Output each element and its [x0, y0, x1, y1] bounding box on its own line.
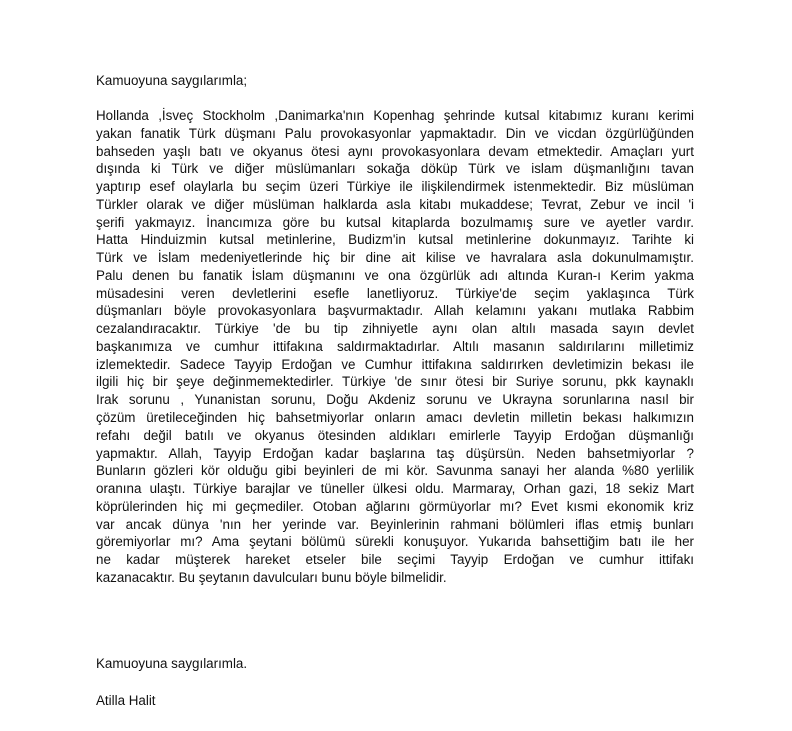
- body-line: bahseden yaşlı batı ve okyanus ötesi aynı provokasyonlara devam etmektedir. Amaçları yurt: [96, 143, 694, 159]
- letter-body: [96, 107, 694, 587]
- body-line: yaptırıp esef olaylarla bu seçim üzeri Türkiye ile ilişkilendirmek istenmektedir. Biz müslüman: [96, 179, 694, 195]
- body-line: müsadesini veren devletlerini esefle lanetliyoruz. Türkiye'de seçim yaklaşınca Türk: [96, 285, 694, 301]
- body-line: ilgili hiç bir şeye değinmemektedirler. Türkiye 'de sınır ötesi bir Suriye sorunu, pkk kaynaklı: [96, 374, 694, 390]
- body-line: köprülerinden hiç mi geçmediler. Otoban ağlarını görmüyorlar mı? Evet kısmi ekonomik kriz: [96, 498, 694, 514]
- closing: Kamuoyuna saygılarımla.: [96, 656, 248, 671]
- body-line: Hollanda ,İsveç Stockholm ,Danimarka'nın Kopenhag şehrinde kutsal kitabımız kuranı kerimi: [96, 108, 694, 123]
- body-line: Irak sorunu , Yunanistan sorunu, Doğu Akdeniz sorunu ve Ukrayna sorunlarına nasıl bir: [96, 392, 694, 408]
- body-line: şerifi yakmayız. İnancımıza göre bu kutsal kitaplarda bozulmamış sure ve ayetler vardır.: [96, 214, 694, 230]
- body-line: Hatta Hinduizmin kutsal metinlerine, Budizm'in kutsal metinlerine dokunmayız. Tarihte ki: [96, 232, 694, 248]
- body-line: Bunların gözleri kör olduğu gibi beyinleri de mi kör. Savunma sanayi her alanda %80 yerlilik: [96, 463, 694, 479]
- body-line: cezalandıracaktır. Türkiye 'de bu tip zihniyetle aynı olan altılı masada sayın devlet: [96, 321, 694, 337]
- signature: Atilla Halit: [96, 693, 156, 708]
- body-line: Türkler olarak ve diğer müslüman halklarda asla kitabı mukaddese; Tevrat, Zebur ve incil 'i: [96, 196, 694, 212]
- body-line: göremiyorlar mı? Ama şeytani bölümü sürekli konuşuyor. Yukarıda bahsettiğim batı ile her: [96, 534, 694, 550]
- body-line: Palu denen bu fanatik İslam düşmanını ve ona özgürlük adı altında Kuran-ı Kerim yakma: [96, 267, 694, 283]
- greeting: Kamuoyuna saygılarımla;: [96, 73, 248, 88]
- body-line: Türk ve İslam medeniyetlerinde hiç bir dine ait kilise ve havralara asla dokunulmamıştır.: [96, 250, 694, 266]
- body-line: çözüm üretileceğinden hiç bahsetmiyorlar onların amacı devletin milletin bekası halkımızın: [96, 410, 694, 426]
- body-line: yapmaktır. Allah, Tayyip Erdoğan kadar başlarına taş düşürsün. Neden bahsetmiyorlar ?: [96, 445, 694, 461]
- body-line: izlemektedir. Sadece Tayyip Erdoğan ve Cumhur ittifakına saldırırken devletimizin bekası ile: [96, 356, 694, 372]
- body-line: ne kadar müşterek hareket etseler bile seçimi Tayyip Erdoğan ve cumhur ittifakı: [96, 552, 694, 568]
- body-line: oranına ulaştı. Türkiye barajlar ve tüneller ülkesi oldu. Marmaray, Orhan gazi, 18 sekiz Mart: [96, 481, 694, 497]
- body-line: düşmanları böyle provokasyonlara başvurmaktadır. Allah kelamını yakanı mutlaka Rabbim: [96, 303, 694, 319]
- body-line: refahı değil batılı ve okyanus ötesinden aldıkları emirlerle Tayyip Erdoğan düşmanlığı: [96, 427, 694, 443]
- body-line: başkanımıza ve cumhur ittifakına saldırmaktadırlar. Altılı masanın saldırılarını milletimiz: [96, 338, 694, 354]
- body-line: yakan fanatik Türk düşmanı Palu provokasyonlar yapmaktadır. Din ve vicdan özgürlüğünden: [96, 125, 694, 141]
- body-line: dışında ki Türk ve diğer müslümanları sokağa döküp Türk ve islam düşmanlığını tavan: [96, 161, 694, 177]
- body-line: var ancak dünya 'nın her yerinde var. Beyinlerinin rahmani bölümleri iflas etmiş bunları: [96, 516, 694, 532]
- body-line: kazanacaktır. Bu şeytanın davulcuları bunu böyle bilmelidir.: [96, 569, 447, 585]
